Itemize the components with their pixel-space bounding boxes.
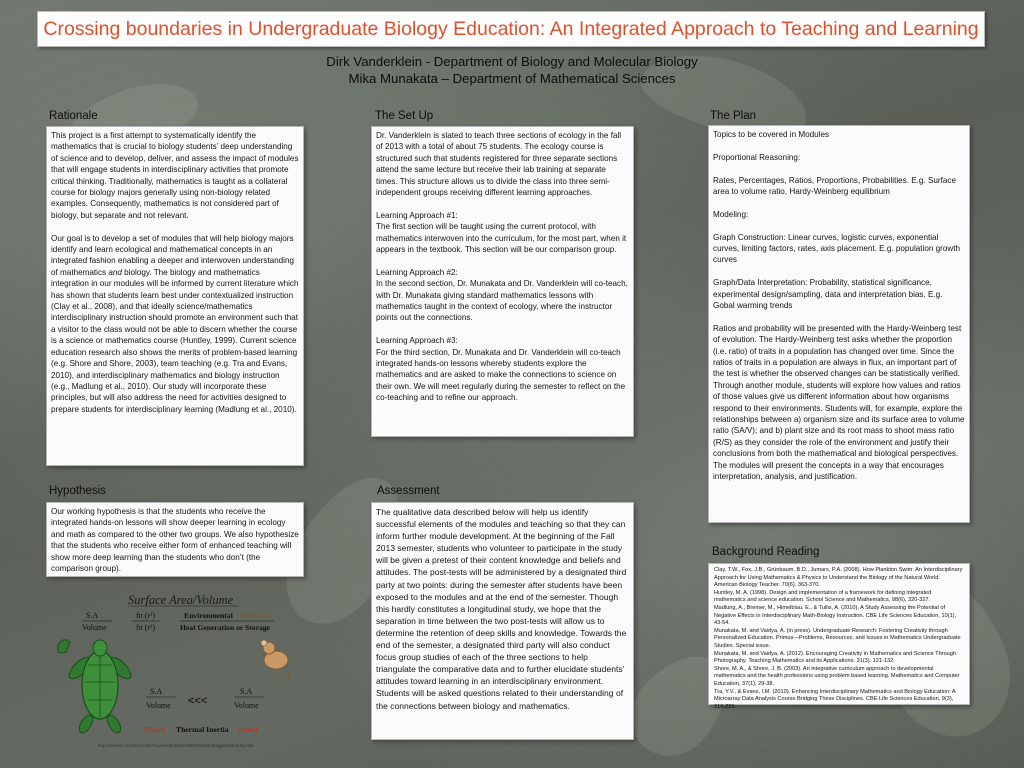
reference-item: Madlung, A., Bremer, M., Himelblau, E., & Tullis, A. (2010). A Study Assessing the Potential of Negative Effects in Interdisciplinary Math-Biology Instruction. CBE Life Sciences Education, 10(1), 43-54. — [714, 604, 957, 627]
setup-paragraph: Dr. Vanderklein is slated to teach three sections of ecology in the fall of 2013 with a total of about 75 students. The ecology course is structured such that students registered for three separate sections attend the same lecture but receive their lab training at separate times. This structure allows us to divide the class into three semi-independent groups receiving different learning approaches. — [376, 131, 622, 198]
volume-label: Volume — [146, 701, 171, 710]
rationale-paragraph — [51, 233, 299, 416]
approach-title: Learning Approach #2: — [376, 267, 458, 277]
setup-approach-1 — [376, 210, 629, 256]
setup-approach-3 — [376, 335, 629, 403]
approach-text: In the second section, Dr. Munakata and Dr. Vanderklein will co-teach, with Dr. Munakata giving standard mathematics lessons with mathematics taught in the context of ecology, where the instructor points out the connections. — [376, 279, 628, 323]
author-block — [0, 53, 1024, 87]
title-banner — [37, 11, 985, 47]
author-line: Dirk Vanderklein - Department of Biology and Molecular Biology — [326, 54, 698, 69]
fn-r2-label: fn (r²) — [136, 611, 156, 620]
volume-label: Volume — [82, 623, 107, 632]
approach-text: For the third section, Dr. Munakata and Dr. Vanderklein will co-teach integrated hands-on lessons whereby students explore the mathematics and are asked to make the connections to science on their own. We will meet regularly during the semester to reflect on the co-teaching and to refine our approach. — [376, 347, 626, 403]
high-label: (High) — [144, 725, 166, 734]
fn-r3-label: fn (r³) — [136, 623, 156, 632]
setup-approach-2 — [376, 267, 629, 324]
plan-item: Graph Construction: Linear curves, logistic curves, exponential curves, limiting factors, rates, axis placement. E.g. population growth curves — [713, 232, 961, 265]
setup-panel — [371, 126, 634, 437]
poster-title: Crossing boundaries in Undergraduate Biology Education: An Integrated Approach to Teaching and Learning — [43, 17, 979, 40]
plan-item: Ratios and probability will be presented with the Hardy-Weinberg test of evolution. The Hardy-Weinberg test asks whether the proportion (i.e. ratio) of traits in a population has changed over time. Since the ratios of traits in a population are always in flux, an important part of the test is whether the observed changes can be statistically verified. Through another module, students will explore how values and ratios of those values give us different information about how organisms respond to their environments. Students will, for example, explore the relationships between a) organism size and its surface area to volume ratio (SA/V); and b) plant size and its root mass to shoot mass ratio (R/S) as they consider the role of the environment and justify their conclusions from both the mathematical and biological perspectives. The modules will present the concepts in a way that encourages interpretation, analysis, and justification. — [713, 323, 965, 482]
reference-item: Munakata, M. and Vaidya, A. (2012). Encouraging Creativity in Mathematics and Science Through Photography. Teaching Mathematics and its Applications. 31(3). 121-132. — [714, 650, 957, 665]
rationale-text: biology. The biology and mathematics integration in our modules will be informed by current literature which has shown that students learn best under contextualized instruction (Clay et al., 2008), and that ideally science/mathematics interdisciplinary instruction should promote an environment such that a visitor to the class would not be able to discern whether the course is a science or mathematics course (Huntley, 1999). Current science education research also shows the merits of problem-based learning (e.g. Shore and Shore, 2003), team teaching (e.g. Tra and Evans, 2010), and interdisciplinary mathematics and biology instruction (e.g., Madlung et al., 2010). Our study will incorporate these principles, but will also address the need for activities designed to prepare students for interdisciplinary learning (Madlung et al., 2010). — [51, 267, 299, 414]
surface-area-volume-figure — [48, 590, 292, 750]
exposure-label: Exposure — [240, 611, 269, 620]
plan-panel — [708, 125, 970, 523]
sa-label: S.A — [86, 611, 99, 620]
reference-item: Clay, T.W., Fox, J.B., Grünbaum, B.D., Jumars, P.A. (2008). How Plankton Swim: An Interdisciplinary Approach for Using Mathematics & Physics to Understand the Biology of the Natural World. American Biology Teacher. 70(6). 363-370. — [714, 567, 963, 589]
approach-title: Learning Approach #3: — [376, 336, 458, 346]
assessment-text: The qualitative data described below will help us identify successful elements of the modules and teaching so that they can inform further module development. At the beginning of the Fall 2013 semester, students who volunteer to participate in the study will be given a pretest of their content knowledge and beliefs and attitudes. The post-tests will be administered by a designated third party at two points: during the semester after students have been exposed to the modules and at the end of the semester. Though this hardly constitutes a longitudinal study, we hope that the separation in time between the two post-tests will allow us to determine the retention of deep skills and knowledge. Towards the end of the semester, a designated third party will also conduct focus group studies of each of the three sections to help triangulate the comparative data and to further elucidate students’ attitudes toward learning in an interdisciplinary environment. Students will be asked questions related to their understanding of the connections between biology and mathematics. — [376, 507, 627, 711]
rationale-text: Our goal is to develop a set of modules that will help biology majors identify and learn ecological and mathematical concepts in an integrated fashion enabling a deeper and interwoven understanding of mathematics — [51, 233, 295, 277]
rationale-emphasis: and — [108, 267, 122, 277]
reference-item: Tra, Y.V., & Evans, I.M. (2010). Enhancing Interdisciplinary Mathematics and Biology Education: A Microarray Data Analysis Course Bridging These Disciplines. CBE Life Sciences Education, 9(3), 216-226. — [714, 688, 956, 710]
reference-item: Munakata, M. and Vaidya, A. (in press). Undergraduate Research: Fostering Creativity through Personalized Education. Primus—Problems, Resources, and Issues in Mathematics Undergraduate Studies. Special issue. — [714, 627, 961, 649]
setup-heading: The Set Up — [375, 110, 434, 122]
sa-label: S.A — [150, 687, 163, 696]
environmental-label: Environmental — [184, 611, 233, 620]
low-label: (Low) — [238, 725, 258, 734]
figure-title: Surface Area/Volume — [128, 593, 234, 607]
reference-item: Huntley, M. A. (1998). Design and implementation of a framework for defining integrated mathematics and science education. School Science and Mathematics, 98(6), 320-327. — [714, 589, 932, 604]
rationale-paragraph: This project is a first attempt to systematically identify the mathematics that is crucial to biology students’ deep understanding of science and to develop, deliver, and assess the impact of modules that will engage students in interdisciplinary activities that promote critical thinking. Traditionally, mathematics is taught as a collateral course for biology majors generally using non-biology related examples. Consequently, mathematics is not considered part of biology, but separate and not relevant. — [51, 131, 299, 220]
volume-label: Volume — [234, 701, 259, 710]
sa-label: S.A — [240, 687, 253, 696]
rationale-heading: Rationale — [49, 110, 98, 122]
figure-source-url: http://www.bio.davidson.edu/Courses/anphys/1999/Crawford/bigger/anthermy.htm — [98, 743, 254, 748]
plan-item: Rates, Percentages, Ratios, Proportions, Probabilities. E.g. Surface area to volume ratio, Hardy-Weinberg equilibrium — [713, 175, 956, 196]
hypothesis-heading: Hypothesis — [49, 485, 106, 497]
reading-panel — [708, 563, 970, 710]
heat-label: Heat Generation or Storage — [180, 623, 270, 632]
hypothesis-panel — [46, 502, 304, 577]
plan-heading: The Plan — [710, 110, 757, 122]
plan-item: Proportional Reasoning: — [713, 152, 801, 162]
reading-heading: Background Reading — [712, 546, 820, 558]
author-line: Mika Munakata – Department of Mathematical Sciences — [348, 71, 676, 86]
plan-item: Topics to be covered in Modules — [713, 130, 830, 139]
rationale-panel — [46, 126, 304, 466]
turtle-icon — [58, 640, 134, 735]
approach-title: Learning Approach #1: — [376, 210, 458, 220]
approach-text: The first section will be taught using the current protocol, with mathematics interwoven into the curriculum, for the most part, when it appears in the textbook. This section will be our comparison group. — [376, 222, 627, 255]
plan-item: Graph/Data Interpretation: Probability, statistical significance, experimental design/sampling, data and interpretation bias. E.g. Gobal warming trends — [713, 278, 943, 311]
assessment-heading: Assessment — [377, 485, 440, 497]
reference-item: Shore, M. A., & Shore, J. B. (2003). An integrative curriculum approach to developmental mathematics and the health professions using problem based learning. Mathematics and Computer Education, 37(1), 29-38. — [714, 665, 960, 687]
assessment-panel — [371, 502, 634, 740]
hypothesis-text: Our working hypothesis is that the students who receive the integrated hands-on lessons will show deeper learning in ecology and math as compared to the other two groups. We also hypothesize that the students who receive either form of enhanced teaching will show more deep learning than the students who don’t (the comparison group). — [51, 507, 299, 574]
mouse-icon — [261, 640, 289, 684]
thermal-inertia-label: Thermal Inertia — [176, 725, 229, 734]
less-than-symbol: <<< — [188, 695, 208, 707]
plan-item: Modeling: — [713, 209, 749, 219]
